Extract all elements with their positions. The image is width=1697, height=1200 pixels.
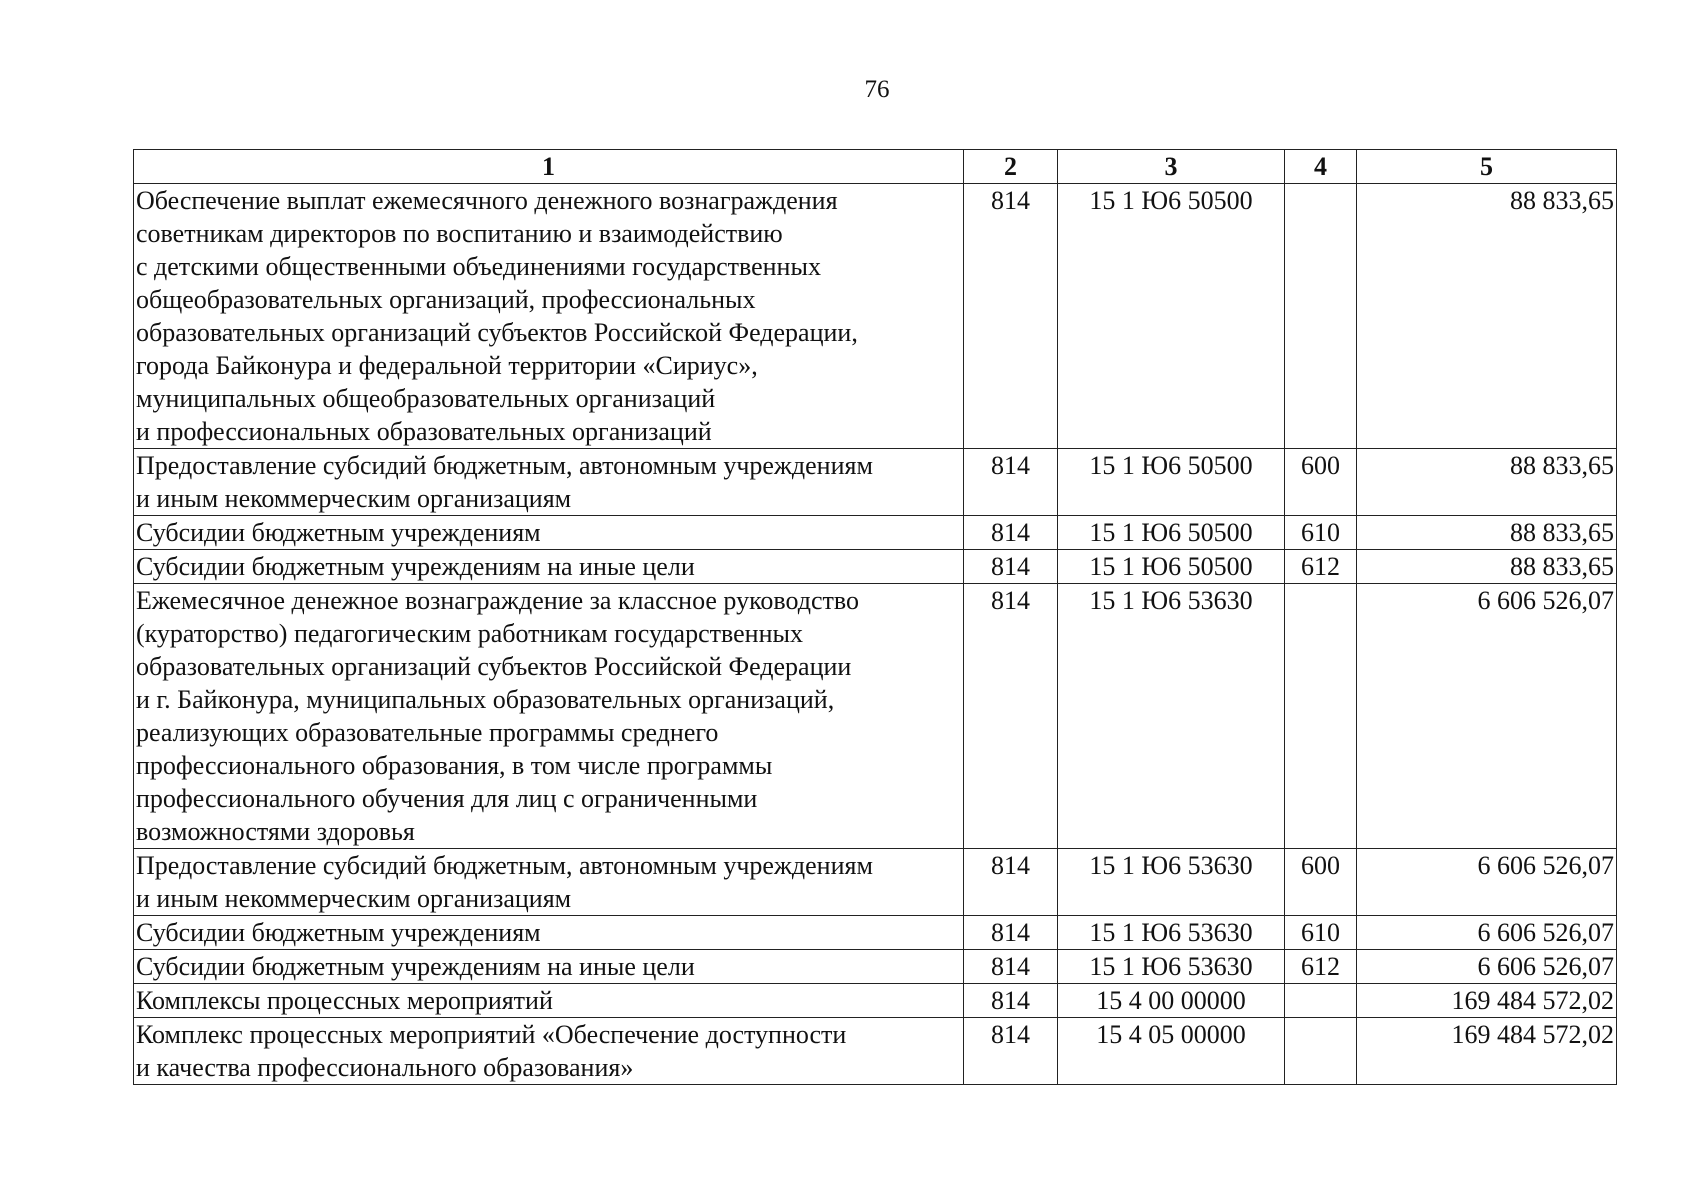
- row-name-line: Обеспечение выплат ежемесячного денежного вознаграждения: [136, 186, 838, 215]
- row-csr-code: 15 1 Ю6 53630: [1058, 950, 1285, 984]
- budget-table: [133, 149, 1617, 1085]
- row-vr-code: [1285, 584, 1357, 849]
- row-name-line: Комплексы процессных мероприятий: [136, 986, 553, 1015]
- row-gr-code: 814: [964, 184, 1058, 449]
- table-row: [134, 516, 1617, 550]
- row-csr-code: 15 1 Ю6 50500: [1058, 516, 1285, 550]
- table-body: [134, 184, 1617, 1085]
- row-vr-code: 600: [1285, 449, 1357, 516]
- row-gr-code: 814: [964, 550, 1058, 584]
- row-name-line: города Байконура и федеральной территории «Сириус»,: [136, 351, 758, 380]
- row-amount: 88 833,65: [1357, 449, 1617, 516]
- table-row: [134, 984, 1617, 1018]
- row-vr-code: 612: [1285, 950, 1357, 984]
- row-csr-code: 15 1 Ю6 53630: [1058, 916, 1285, 950]
- row-name-cell: [134, 916, 964, 950]
- row-name-line: профессионального обучения для лиц с ограниченными: [136, 784, 758, 813]
- row-vr-code: [1285, 1018, 1357, 1085]
- row-gr-code: 814: [964, 916, 1058, 950]
- table-row: [134, 184, 1617, 449]
- row-name-line: реализующих образовательные программы среднего: [136, 718, 719, 747]
- header-col-2: 2: [964, 150, 1058, 184]
- row-name-cell: [134, 849, 964, 916]
- table-row: [134, 849, 1617, 916]
- row-name-line: Субсидии бюджетным учреждениям на иные цели: [136, 952, 695, 981]
- row-name-line: муниципальных общеобразовательных организаций: [136, 384, 716, 413]
- row-vr-code: 612: [1285, 550, 1357, 584]
- row-gr-code: 814: [964, 984, 1058, 1018]
- row-amount: 88 833,65: [1357, 550, 1617, 584]
- header-col-1: 1: [134, 150, 964, 184]
- row-gr-code: 814: [964, 1018, 1058, 1085]
- table-row: [134, 950, 1617, 984]
- row-amount: 6 606 526,07: [1357, 916, 1617, 950]
- row-name-cell: [134, 516, 964, 550]
- header-col-4: 4: [1285, 150, 1357, 184]
- row-csr-code: 15 4 00 00000: [1058, 984, 1285, 1018]
- row-name-cell: [134, 984, 964, 1018]
- row-name-line: образовательных организаций субъектов Российской Федерации,: [136, 318, 858, 347]
- row-csr-code: 15 1 Ю6 53630: [1058, 849, 1285, 916]
- row-amount: 88 833,65: [1357, 516, 1617, 550]
- header-row: [134, 150, 1617, 184]
- row-name-line: Субсидии бюджетным учреждениям на иные цели: [136, 552, 695, 581]
- table-row: [134, 584, 1617, 849]
- row-gr-code: 814: [964, 449, 1058, 516]
- row-csr-code: 15 1 Ю6 50500: [1058, 184, 1285, 449]
- table-row: [134, 449, 1617, 516]
- row-name-line: общеобразовательных организаций, профессиональных: [136, 285, 756, 314]
- row-amount: 6 606 526,07: [1357, 950, 1617, 984]
- row-amount: 169 484 572,02: [1357, 1018, 1617, 1085]
- row-csr-code: 15 1 Ю6 50500: [1058, 449, 1285, 516]
- header-col-3: 3: [1058, 150, 1285, 184]
- row-amount: 169 484 572,02: [1357, 984, 1617, 1018]
- row-name-line: и иным некоммерческим организациям: [136, 484, 572, 513]
- row-name-line: образовательных организаций субъектов Российской Федерации: [136, 652, 852, 681]
- row-vr-code: 610: [1285, 916, 1357, 950]
- row-amount: 88 833,65: [1357, 184, 1617, 449]
- row-name-line: и г. Байконура, муниципальных образовательных организаций,: [136, 685, 835, 714]
- row-name-line: Ежемесячное денежное вознаграждение за классное руководство: [136, 586, 859, 615]
- row-name-line: (кураторство) педагогическим работникам государственных: [136, 619, 803, 648]
- header-col-5: 5: [1357, 150, 1617, 184]
- row-name-cell: [134, 950, 964, 984]
- row-gr-code: 814: [964, 584, 1058, 849]
- row-name-line: Субсидии бюджетным учреждениям: [136, 518, 541, 547]
- row-csr-code: 15 1 Ю6 53630: [1058, 584, 1285, 849]
- row-name-line: возможностями здоровья: [136, 817, 415, 846]
- row-name-line: с детскими общественными объединениями государственных: [136, 252, 821, 281]
- row-csr-code: 15 1 Ю6 50500: [1058, 550, 1285, 584]
- row-name-cell: [134, 1018, 964, 1085]
- table-row: [134, 550, 1617, 584]
- row-gr-code: 814: [964, 849, 1058, 916]
- row-csr-code: 15 4 05 00000: [1058, 1018, 1285, 1085]
- row-name-cell: [134, 584, 964, 849]
- row-name-line: Комплекс процессных мероприятий «Обеспечение доступности: [136, 1020, 847, 1049]
- table-row: [134, 916, 1617, 950]
- row-name-cell: [134, 184, 964, 449]
- row-name-cell: [134, 550, 964, 584]
- row-gr-code: 814: [964, 516, 1058, 550]
- row-vr-code: 600: [1285, 849, 1357, 916]
- row-name-line: и профессиональных образовательных организаций: [136, 417, 712, 446]
- row-name-line: Предоставление субсидий бюджетным, автономным учреждениям: [136, 851, 873, 880]
- row-name-line: Субсидии бюджетным учреждениям: [136, 918, 541, 947]
- row-vr-code: 610: [1285, 516, 1357, 550]
- table-row: [134, 1018, 1617, 1085]
- row-name-line: Предоставление субсидий бюджетным, автономным учреждениям: [136, 451, 873, 480]
- row-vr-code: [1285, 984, 1357, 1018]
- row-name-line: советникам директоров по воспитанию и взаимодействию: [136, 219, 783, 248]
- row-name-cell: [134, 449, 964, 516]
- row-name-line: и качества профессионального образования»: [136, 1053, 634, 1082]
- page-number: 76: [864, 76, 890, 103]
- row-vr-code: [1285, 184, 1357, 449]
- row-name-line: и иным некоммерческим организациям: [136, 884, 572, 913]
- row-gr-code: 814: [964, 950, 1058, 984]
- row-name-line: профессионального образования, в том числе программы: [136, 751, 773, 780]
- row-amount: 6 606 526,07: [1357, 584, 1617, 849]
- row-amount: 6 606 526,07: [1357, 849, 1617, 916]
